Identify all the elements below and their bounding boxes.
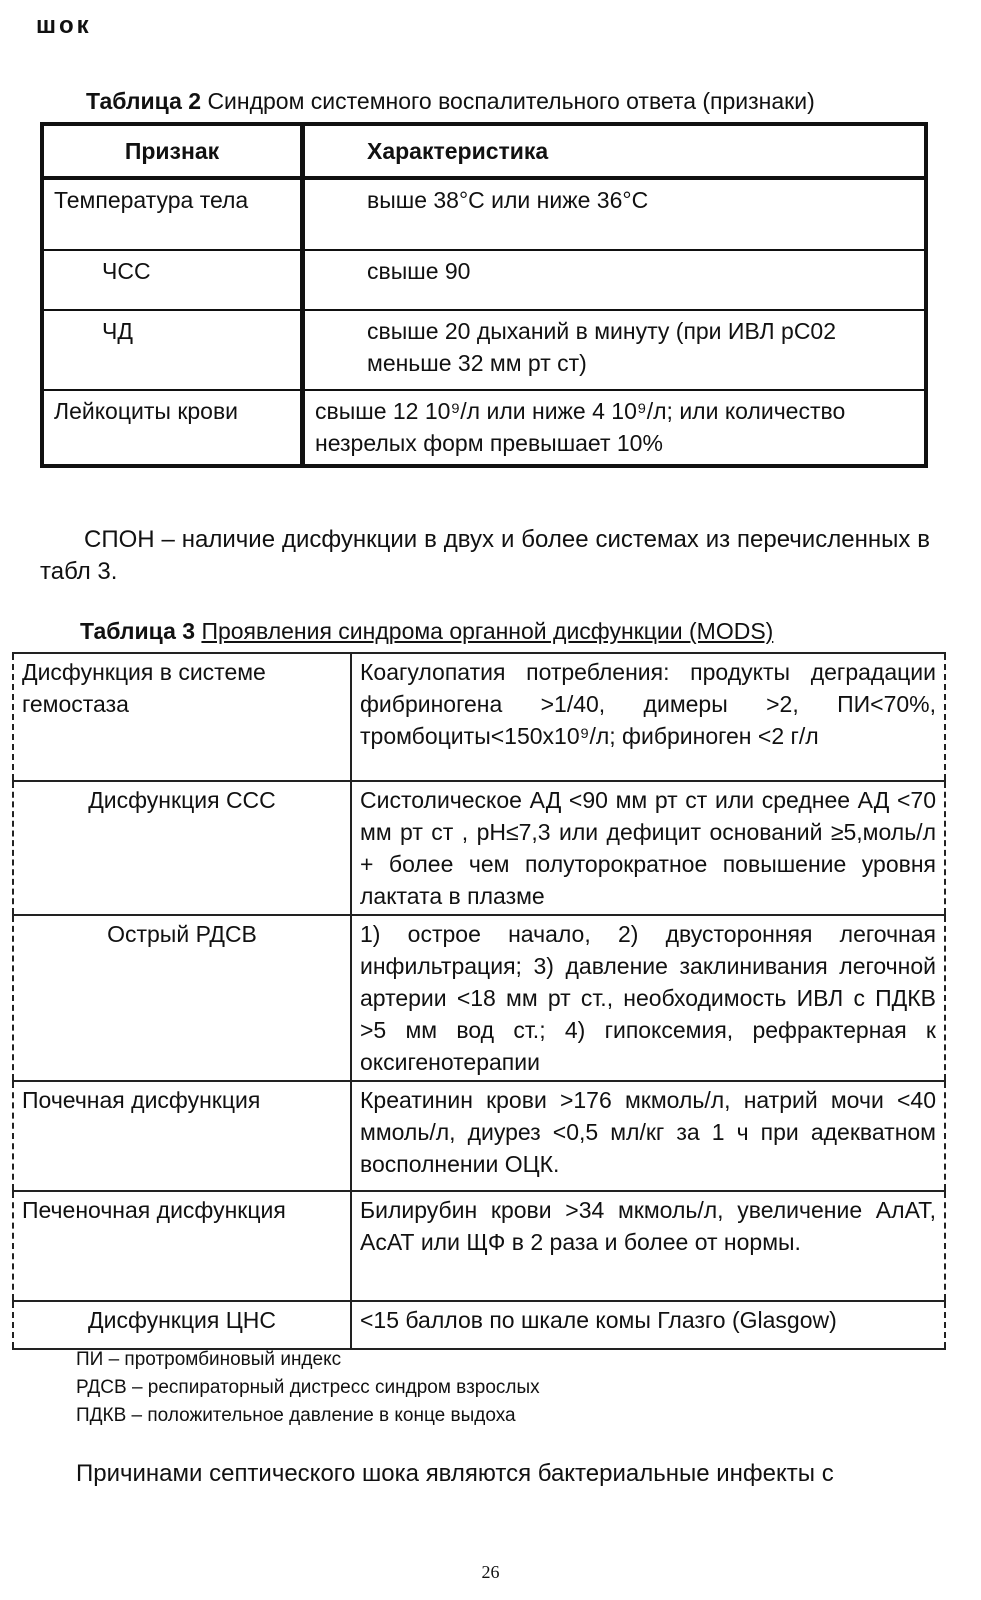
- table-row: [42, 250, 926, 310]
- table-row: [13, 781, 945, 915]
- table3-caption-prefix: Таблица 3: [80, 618, 196, 644]
- spon-paragraph: СПОН – наличие дисфункции в двух и более системах из перечисленных в табл 3.: [40, 526, 930, 585]
- table3-caption-text: Проявления синдрома органной дисфункции (MODS): [201, 618, 774, 644]
- manifestation-cell: <15 баллов по шкале комы Глазго (Glasgow): [351, 1301, 945, 1349]
- system-cell: Печеночная дисфункция: [13, 1191, 351, 1301]
- page-number: 26: [481, 1562, 500, 1582]
- table-row: [13, 653, 945, 781]
- manifestation-cell: Креатинин крови >176 мкмоль/л, натрий мочи <40 ммоль/л, диурез <0,5 мл/кг за 1 ч при адекватном восполнении ОЦК.: [351, 1081, 945, 1191]
- manifestation-cell: 1) острое начало, 2) двусторонняя легочная инфильтрация; 3) давление заклинивания легочной артерии <18 мм рт ст., необходимость ИВЛ с ПДКВ >5 мм вод ст.; 4) гипоксемия, рефрактерная к оксигенотерапии: [351, 915, 945, 1081]
- manifestation-cell: Коагулопатия потребления: продукты деградации фибриногена >1/40, димеры >2, ПИ<70%, тромбоциты<150х10⁹/л; фибриноген <2 г/л: [351, 653, 945, 781]
- system-cell: Дисфункция ССС: [13, 781, 351, 915]
- running-header: шок: [36, 12, 92, 39]
- table-header-row: [42, 124, 926, 178]
- characteristic-cell: свыше 12 10⁹/л или ниже 4 10⁹/л; или количество незрелых форм превышает 10%: [303, 390, 927, 466]
- table-row: [42, 178, 926, 250]
- table2-caption: [86, 88, 815, 115]
- sign-cell: Температура тела: [42, 178, 303, 250]
- system-cell: Острый РДСВ: [13, 915, 351, 1081]
- sign-cell: Лейкоциты крови: [42, 390, 303, 466]
- septic-shock-paragraph: Причинами септического шока являются бактериальные инфекты с: [76, 1460, 834, 1487]
- table-row: [42, 390, 926, 466]
- table-row: [13, 1081, 945, 1191]
- system-cell: Дисфункция в системе гемостаза: [13, 653, 351, 781]
- system-cell: Дисфункция ЦНС: [13, 1301, 351, 1349]
- table2-caption-text: Синдром системного воспалительного ответа (признаки): [207, 88, 815, 114]
- sign-cell: ЧД: [42, 310, 303, 390]
- characteristic-cell: выше 38°С или ниже 36°С: [303, 178, 927, 250]
- characteristic-cell: свыше 20 дыханий в минуту (при ИВЛ pC02 меньше 32 мм рт ст): [303, 310, 927, 390]
- note-line: РДСВ – респираторный дистресс синдром взрослых: [76, 1377, 540, 1398]
- manifestation-cell: Билирубин крови >34 мкмоль/л, увеличение АлАТ, АсАТ или ЩФ в 2 раза и более от нормы.: [351, 1191, 945, 1301]
- system-cell: Почечная дисфункция: [13, 1081, 351, 1191]
- table-row: [13, 1301, 945, 1349]
- table-row: [42, 310, 926, 390]
- table-row: [13, 1191, 945, 1301]
- sirs-table: [40, 122, 928, 468]
- note-line: ПИ – протромбиновый индекс: [76, 1349, 342, 1370]
- table2-caption-prefix: Таблица 2: [86, 88, 202, 114]
- sign-cell: ЧСС: [42, 250, 303, 310]
- column-header-characteristic: Характеристика: [303, 124, 927, 178]
- characteristic-cell: свыше 90: [303, 250, 927, 310]
- table3-caption: [80, 618, 773, 645]
- note-line: ПДКВ – положительное давление в конце выдоха: [76, 1405, 516, 1426]
- column-header-sign: Признак: [42, 124, 303, 178]
- manifestation-cell: Систолическое АД <90 мм рт ст или среднее АД <70 мм рт ст , pH≤7,3 или дефицит оснований ≥5,моль/л + более чем полуторократное повышение уровня лактата в плазме: [351, 781, 945, 915]
- abbreviation-notes: [76, 1346, 540, 1430]
- table-row: [13, 915, 945, 1081]
- mods-table: [12, 652, 946, 1350]
